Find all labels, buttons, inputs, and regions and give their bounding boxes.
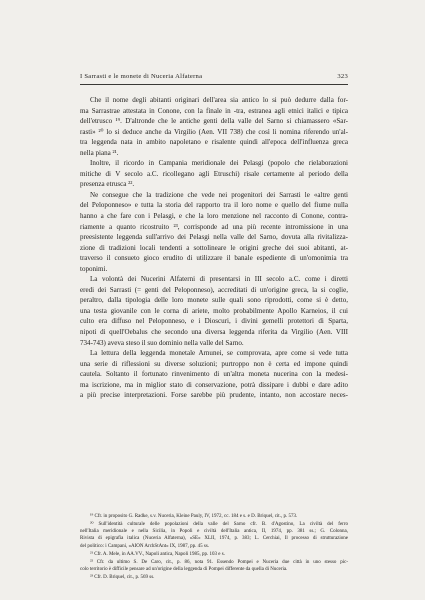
running-title: I Sarrasti e le monete di Nuceria Alfaterna [80, 73, 203, 80]
text-line: eredi dei Sarrasti (= genti del Peloponneso), accreditati di un'origine greca, la si coglie, [80, 285, 348, 294]
text-line: nella piana ²¹. [80, 148, 119, 157]
footnotes [80, 513, 348, 581]
footnote-line: ²⁰ Sull'identità culturale delle popolazioni della valle del Sarno cfr. B. d'Agostino, La civiltà del ferro [90, 522, 348, 528]
text-line: 734-743) aveva steso il suo dominio nella valle del Sarno. [80, 338, 244, 347]
footnote [80, 574, 348, 581]
text-line: La volontà dei Nucerini Alfaterni di presentarsi in III secolo a.C. come i diretti [90, 275, 348, 284]
text-line: a più precise interpretazioni. Forse sarebbe più prudente, intanto, non accostare neces- [80, 391, 348, 400]
footnote-line: nell'Italia meridionale e nella Sicilia, in Popoli e civiltà dell'Italia antica, II, 1974, pp. 381 ss.; G. Colonna, [80, 529, 348, 535]
footnote-line: ¹⁹ Cfr. in proposito G. Radke, s.v. Nuceria, Kleine Pauly, IV, 1972, cc. 184 e s. e D. Briquel, cit., p. 573. [90, 514, 298, 519]
text-line: cautela. Soltanto il fortunato rinvenimento di un'altra moneta nucerina con la medesi- [80, 370, 348, 379]
text-line: Ne consegue che la tradizione che vede nei progenitori dei Sarrasti le «altre genti [90, 190, 348, 199]
text-line: culto era diffuso nel Peloponneso, e i Dioscuri, i divini gemelli protettori di Sparta, [80, 317, 348, 326]
footnote-line: ²¹ Cfr. A. Mele, in AA.VV., Napoli antica, Napoli 1985, pp. 103 e s. [90, 551, 225, 557]
footnote [80, 521, 348, 550]
text-line: Inoltre, il ricordo in Campania meridionale dei Pelasgi (popolo che rielaborazioni [90, 159, 348, 168]
text-line: toponimi. [80, 264, 108, 273]
footnote [80, 551, 348, 558]
text-line: presenza etrusca ²². [80, 180, 135, 189]
footnote-line: colo territorio è difficile pensare ad un'origine della leggenda di Pompei differente da quella di Nuceria. [80, 566, 288, 572]
text-line: ma iscrizione, ma in miglior stato di conservazione, potrà dissipare i dubbi e dare adito [80, 380, 348, 389]
footnote [80, 513, 348, 520]
text-line: nipoti di quell'Oebalus che secondo una diversa leggenda riferita da Virgilio (Aen. VIII [80, 328, 348, 337]
footnote-line: Rivista di epigrafia italica (Nuceria Alfaterna), «SE» XLII, 1974, p. 383; L. Cerchiai, Il processo di strutturazione [80, 536, 348, 542]
page-number: 323 [337, 73, 348, 80]
footnote-line: del politico: i Campani, «AION ArchStAnt» IX, 1987, pp. 45 ss. [80, 543, 210, 549]
text-line: una testa giovanile con le corna di ariete, molto probabilmente Apollo Karneios, il cui [80, 306, 348, 315]
text-line: riamente a quanto ricostruito ²³, corrisponde ad una più recente intromissione in una [80, 222, 348, 231]
text-line: preesistente leggenda sull'arrivo dei Pelasgi nella valle del Sarno, dovuta alla rivitalizza- [80, 233, 348, 242]
footnote-line: ²² Cfr. da ultimo S. De Caro, cit., p. 86, nota 91. Essendo Pompei e Nuceria due città in uno stesso pic- [90, 559, 348, 565]
text-line: Che il nome degli abitanti originari dell'area sia antico lo si può dedurre dalla for- [90, 96, 348, 104]
text-line: La lettura della leggenda monetale Arnunei, se comprovata, apre come si vede tutta [90, 349, 348, 358]
text-line: mitiche di V secolo a.C. ricollegano agli Etruschi) risale certamente al periodo della [80, 169, 348, 178]
main-text [80, 95, 348, 401]
text-line: peraltro, dalla tipologia delle loro monete sulle quali sono riprodotti, come si è detto, [80, 296, 348, 305]
text-line: rasti» ²⁰ lo si deduce anche da Virgilio (Aen. VII 738) che così li nomina riferendo un'al- [80, 127, 348, 136]
text-line: zione di tradizioni locali tendenti a sottolineare le origini greche dei suoi abitanti, at- [80, 243, 348, 252]
text-line: ma Sarrastrae attestata in Conone, con la finale in -tra, estranea agli etnici italici e tipica [80, 106, 348, 115]
text-line: del Peloponneso» e tutta la storia del rapporto tra il loro nome e quello del fiume nulla [80, 201, 348, 210]
text-line: una serie di riflessioni su diverse soluzioni; purtroppo non è certa ed impone quindi [80, 359, 348, 368]
header-rule [80, 84, 348, 85]
text-line: tra leggenda nata in ambito napoletano e risalente quindi all'epoca dell'influenza greca [80, 138, 348, 147]
footnote-line: ²³ Cfr. D. Briquel, cit., p. 569 ss. [90, 575, 155, 581]
text-line: traverso il consueto gioco erudito di utilizzare il banale espediente di un'omonimia tra [80, 254, 348, 263]
footnote [80, 559, 348, 573]
text-line: dell'etrusco ¹⁹. D'altronde che le antiche genti della valle del Sarno si chiamassero «Sar- [80, 117, 348, 126]
text-line: hanno a che fare con i Pelasgi, e che la loro menzione nel racconto di Conone, contra- [80, 212, 348, 221]
